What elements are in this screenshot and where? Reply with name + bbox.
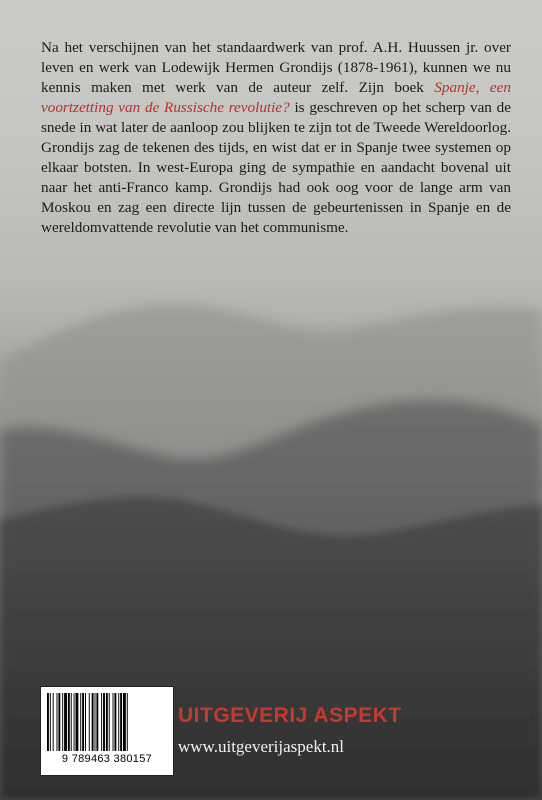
barcode-bar (101, 693, 102, 751)
barcode-bar (118, 693, 119, 751)
barcode-bar (68, 693, 70, 751)
barcode-bar (123, 693, 126, 751)
barcode-bar (82, 693, 84, 751)
barcode-bar (80, 693, 81, 751)
back-cover-blurb (41, 38, 511, 238)
barcode-bar (114, 693, 116, 751)
barcode-bar (127, 693, 128, 751)
isbn-barcode (40, 686, 174, 776)
blurb-text-part1: Na het verschijnen van het standaardwerk van prof. A.H. Huussen jr. over leven en werk van Lodewijk Hermen Grondijs (1878-1961), kunnen we nu kennis maken met werk van de auteur zelf. Zijn boek (41, 39, 511, 96)
book-title-reference: Spanje, een voortzetting van de Russische revolutie? (41, 79, 511, 116)
barcode-bar (53, 693, 54, 751)
barcode-bar (71, 693, 72, 751)
barcode-bar (64, 693, 67, 751)
barcode-bar (106, 693, 108, 751)
barcode-bar (76, 693, 79, 751)
barcode-bar (62, 693, 63, 751)
barcode-bars (47, 693, 167, 751)
barcode-bar (96, 693, 98, 751)
barcode-bar (109, 693, 110, 751)
barcode-bar (92, 693, 94, 751)
barcode-bar (85, 693, 86, 751)
publisher-name: UITGEVERIJ ASPEKT (178, 704, 402, 727)
barcode-bar (47, 693, 49, 751)
publisher-url[interactable]: www.uitgeverijaspekt.nl (178, 737, 345, 756)
barcode-bar (113, 693, 114, 751)
barcode-bar (50, 693, 51, 751)
barcode-bar (95, 693, 96, 751)
barcode-bar (57, 693, 58, 751)
barcode-bar (58, 693, 60, 751)
barcode-bar (103, 693, 105, 751)
blurb-text-part2: is geschreven op het scherp van de snede in wat later de aanloop zou blijken te zijn tot de Tweede Wereldoorlog. Grondijs zag de tekenen des tijds, en wist dat er in Spanje twee systemen op elkaar botsten. In west-Europa ging de sympathie en aandacht bovenal uit naar het anti-Franco kamp. Grondijs had ook oog voor de lange arm van Moskou en zag een directe lijn tussen de gebeurtenissen in Spanje en de wereldomvattende revolutie van het communisme. (41, 99, 511, 236)
barcode-bar (89, 693, 90, 751)
barcode-bar (120, 693, 122, 751)
isbn-number: 9 789463 380157 (61, 753, 153, 765)
barcode-bar (74, 693, 75, 751)
